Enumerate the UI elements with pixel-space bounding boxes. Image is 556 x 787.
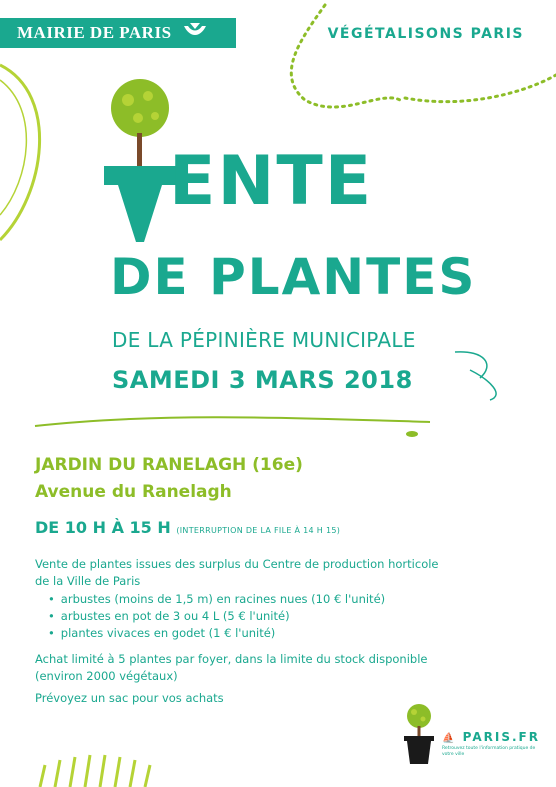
- list-item: • plantes vivaces en godet (1 € l'unité): [48, 625, 385, 642]
- list-item: • arbustes en pot de 3 ou 4 L (5 € l'unité): [48, 608, 385, 625]
- title-de-plantes: DE PLANTES: [110, 248, 477, 306]
- org-name: MAIRIE DE PARIS: [17, 23, 172, 42]
- paris-fr-logo[interactable]: [442, 730, 540, 744]
- subtitle: DE LA PÉPINIÈRE MUNICIPALE: [112, 328, 416, 352]
- title-ente: ENTE: [169, 142, 374, 221]
- bag-reminder: Prévoyez un sac pour vos achats: [35, 691, 224, 705]
- street-name: Avenue du Ranelagh: [35, 482, 232, 502]
- paris-ship-small-icon: ⛵: [442, 733, 457, 744]
- garden-name: JARDIN DU RANELAGH (16e): [35, 455, 303, 475]
- tree-pot-v-icon: [100, 78, 180, 248]
- opening-hours: [35, 518, 340, 537]
- paris-fr-text: PARIS.FR: [462, 730, 540, 744]
- campaign-label: VÉGÉTALISONS PARIS: [327, 26, 524, 42]
- list-item: • arbustes (moins de 1,5 m) en racines nues (10 € l'unité): [48, 591, 385, 608]
- hours-main: DE 10 H À 15 H: [35, 518, 171, 537]
- paris-fr-tagline: Retrouvez toute l'information pratique de votre ville: [442, 746, 536, 757]
- purchase-limit: Achat limité à 5 plantes par foyer, dans la limite du stock disponible (environ 2000 végétaux): [35, 652, 428, 683]
- paris-ship-icon: [182, 20, 208, 46]
- event-date: SAMEDI 3 MARS 2018: [112, 366, 413, 394]
- hours-note: (INTERRUPTION DE LA FILE À 14 H 15): [176, 526, 341, 535]
- intro-text: Vente de plantes issues des surplus du Centre de production horticole de la Ville de Paris: [35, 557, 439, 588]
- mairie-de-paris-logo: [0, 18, 236, 48]
- price-list: [48, 591, 385, 642]
- potted-tree-icon: [402, 702, 436, 766]
